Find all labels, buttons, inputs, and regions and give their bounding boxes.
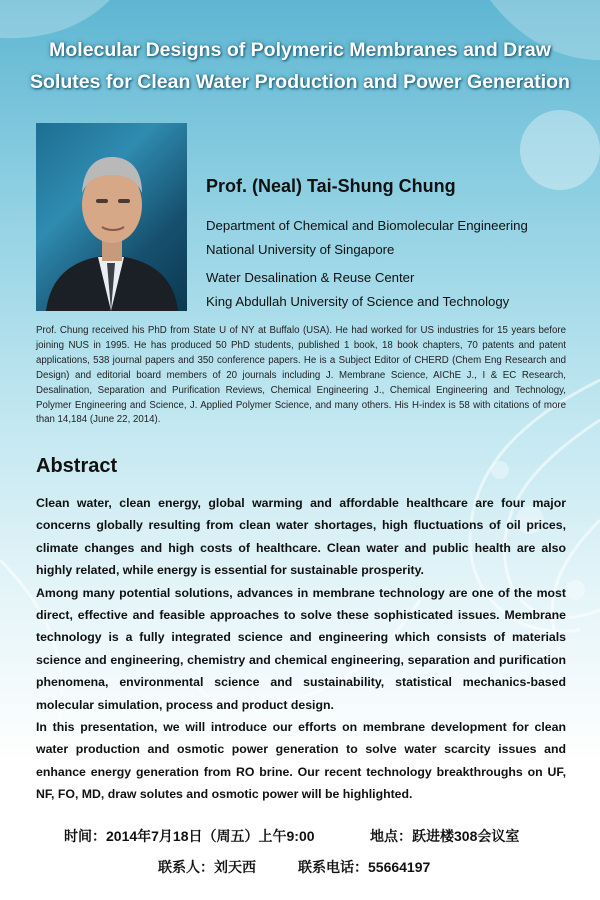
speaker-name: Prof. (Neal) Tai-Shung Chung (206, 176, 456, 196)
speaker-bio: Prof. Chung received his PhD from State U of NY at Buffalo (USA). He had worked for US industries for 15 years before joining NUS in 1995. He has produced 50 PhD students, published 1 book, 18 book chapters, 70 patents and patent applications, 538 journal papers and 350 conference papers. He is a Subject Editor of CHERD (Chem Eng Research and Design) and editorial board members of 20 journals including J. Membrane Science, AIChE J., I & EC Research, Desalination, Separation and Purification Reviews, Chemical Engineering J., Chemical Engineering and Technology, Polymer Engineering and Science, J. Applied Polymer Science, and many others. His H-index is 58 with citations of more than 14,184 (June 22, 2014). (36, 325, 566, 426)
affiliation-center: Water Desalination & Reuse Center (206, 270, 415, 285)
affiliation-department: Department of Chemical and Biomolecular Engineering (206, 218, 528, 233)
poster-title (10, 34, 590, 98)
event-place: 地点：跃进楼308会议室 (370, 828, 520, 844)
title-line-1: Molecular Designs of Polymeric Membranes and Draw (49, 39, 551, 61)
abstract-heading: Abstract (36, 455, 118, 477)
event-phone: 联系电话：55664197 (298, 859, 431, 875)
affiliation-kaust: King Abdullah University of Science and Technology (206, 294, 510, 309)
abstract-body (36, 492, 566, 806)
event-time: 时间：2014年7月18日（周五）上午9:00 (64, 828, 315, 844)
speaker-portrait-illustration (36, 123, 187, 311)
abstract-paragraph-3: In this presentation, we will introduce our efforts on membrane development for clean water production and osmotic power generation to solve water scarcity issues and enhance energy generation from RO brine. Our recent technology breakthroughs on UF, NF, FO, MD, draw solutes and osmotic power will be highlighted. (36, 720, 566, 802)
abstract-paragraph-2: Among many potential solutions, advances in membrane technology are one of the most direct, effective and feasible approaches to solve these sophisticated issues. Membrane technology is a fully integrated science and engineering which consists of materials science and engineering, chemistry and chemical engineering, separation and purification phenomena, environmental science and sustainability, statistical mechanics-based molecular simulation, process and product design. (36, 585, 566, 712)
title-line-2: Solutes for Clean Water Production and Power Generation (30, 71, 570, 93)
event-contact: 联系人：刘天西 (158, 859, 256, 875)
affiliation-university: National University of Singapore (206, 242, 395, 257)
abstract-paragraph-1: Clean water, clean energy, global warming and affordable healthcare are four major concerns globally resulting from clean water shortages, high fluctuations of oil prices, climate changes and high costs of healthcare. Clean water and public health are also highly related, while energy is essential for sustainable prosperity. (36, 496, 566, 578)
speaker-photo (36, 123, 187, 311)
